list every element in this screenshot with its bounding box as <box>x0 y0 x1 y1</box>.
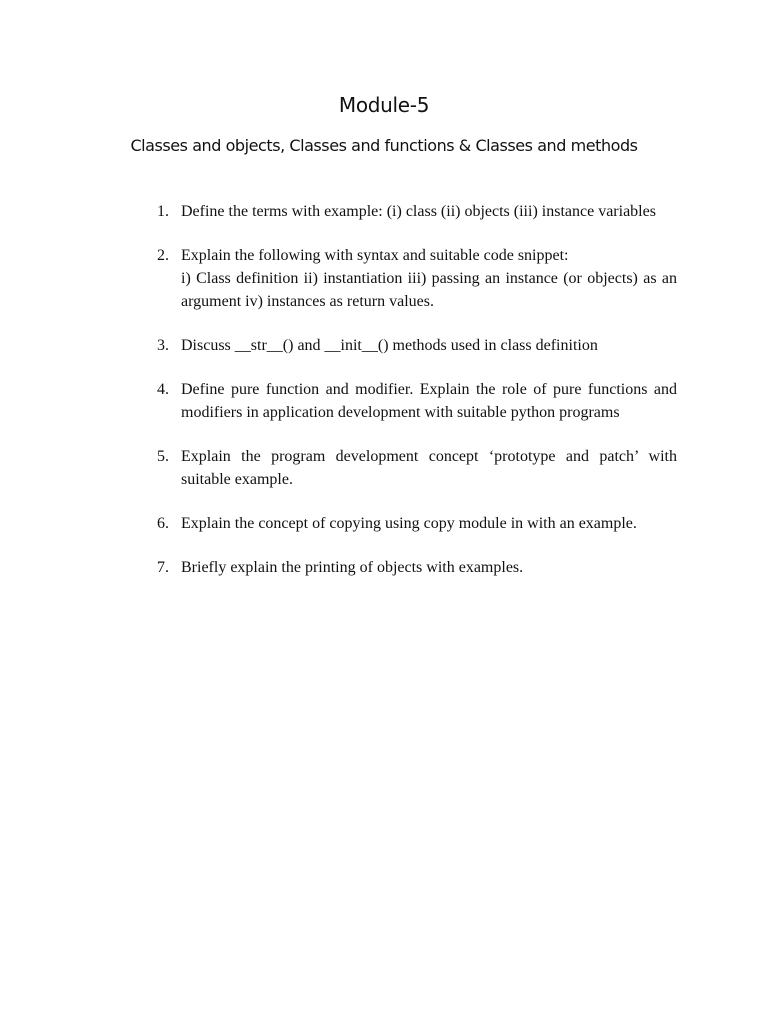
question-item <box>152 334 677 357</box>
question-line: i) Class definition ii) instantiation iii) passing an instance (or objects) as an argument iv) instances as return values. <box>181 270 677 310</box>
question-item <box>152 512 677 535</box>
question-number: 6. <box>157 515 169 532</box>
question-line: Explain the following with syntax and suitable code snippet: <box>181 247 569 264</box>
question-line: Define pure function and modifier. Explain the role of pure functions and modifiers in application development with suitable python programs <box>181 381 677 421</box>
question-text <box>181 334 677 357</box>
page-title: Module-5 <box>338 93 430 117</box>
question-list <box>152 200 677 600</box>
question-number: 4. <box>157 381 169 398</box>
question-line: Briefly explain the printing of objects with examples. <box>181 559 524 576</box>
question-item <box>152 445 677 491</box>
question-number: 1. <box>157 203 169 220</box>
question-item <box>152 244 677 313</box>
question-number: 2. <box>157 247 169 264</box>
question-line: Define the terms with example: (i) class (ii) objects (iii) instance variables <box>181 203 656 220</box>
question-text <box>181 512 677 535</box>
question-line: Explain the concept of copying using copy module in with an example. <box>181 515 637 532</box>
question-text <box>181 378 677 424</box>
question-item <box>152 556 677 579</box>
question-text <box>181 200 677 223</box>
question-number: 3. <box>157 337 169 354</box>
question-number: 7. <box>157 559 169 576</box>
page-subtitle: Classes and objects, Classes and functions & Classes and methods <box>130 136 638 155</box>
question-line: Explain the program development concept ‘prototype and patch’ with suitable example. <box>181 448 677 488</box>
question-item <box>152 200 677 223</box>
question-item <box>152 378 677 424</box>
question-line: Discuss __str__() and __init__() methods used in class definition <box>181 337 598 354</box>
question-text <box>181 244 677 313</box>
question-number: 5. <box>157 448 169 465</box>
question-text <box>181 445 677 491</box>
question-text <box>181 556 677 579</box>
